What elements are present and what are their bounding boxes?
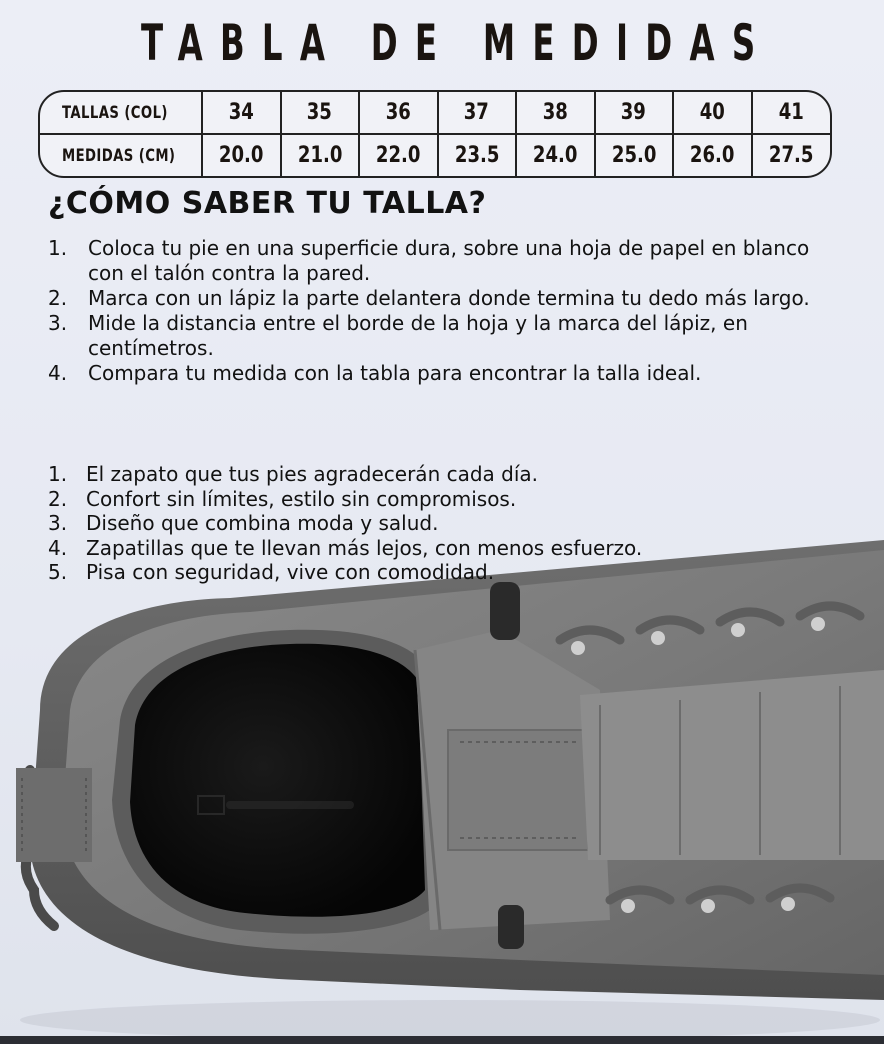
step-number: 4.: [48, 361, 68, 385]
size-cell: 38: [516, 92, 595, 134]
benefit-text: Confort sin límites, estilo sin compromisos.: [86, 486, 517, 511]
measure-cell: 24.0: [516, 134, 595, 176]
measure-cell: 22.0: [359, 134, 438, 176]
benefit-number: 5.: [48, 560, 68, 584]
size-cell: 41: [752, 92, 831, 134]
list-item: [48, 286, 838, 311]
measure-cell: 26.0: [673, 134, 752, 176]
size-cell: 36: [359, 92, 438, 134]
size-cell: 34: [202, 92, 281, 134]
benefit-number: 4.: [48, 535, 68, 560]
list-item: [48, 361, 838, 386]
list-item: [48, 536, 838, 561]
measure-cell: 27.5: [752, 134, 831, 176]
list-item: [48, 236, 838, 286]
benefit-text: Pisa con seguridad, vive con comodidad.: [86, 560, 495, 584]
list-item: [48, 487, 838, 512]
benefit-text: Diseño que combina moda y salud.: [86, 511, 439, 535]
shoe-photo: [0, 520, 884, 1044]
size-table: [38, 90, 832, 178]
size-cell: 37: [438, 92, 517, 134]
size-cell: 40: [673, 92, 752, 134]
measure-cell: 21.0: [281, 134, 360, 176]
page-title: TABLA DE MEDIDAS: [141, 14, 773, 72]
bottom-strip: [0, 1036, 884, 1044]
benefit-number: 3.: [48, 511, 68, 535]
how-to-steps: [48, 236, 838, 386]
list-item: [48, 511, 838, 536]
measure-row: [40, 134, 830, 176]
benefit-text: El zapato que tus pies agradecerán cada día.: [86, 462, 539, 486]
how-to-heading: ¿CÓMO SABER TU TALLA?: [48, 186, 487, 221]
measure-cell: 25.0: [595, 134, 674, 176]
size-row: [40, 92, 830, 134]
benefit-number: 1.: [48, 462, 68, 486]
list-item: [48, 560, 838, 585]
benefits-list: [48, 462, 838, 585]
step-text: Mide la distancia entre el borde de la hoja y la marca del lápiz, en centímetros.: [88, 311, 748, 360]
list-item: [48, 311, 838, 361]
benefit-text: Zapatillas que te llevan más lejos, con menos esfuerzo.: [86, 535, 643, 560]
step-text: Coloca tu pie en una superficie dura, sobre una hoja de papel en blanco con el talón contra la pared.: [88, 236, 810, 285]
step-number: 3.: [48, 311, 68, 335]
size-cell: 35: [281, 92, 360, 134]
step-number: 1.: [48, 236, 68, 260]
benefit-number: 2.: [48, 486, 68, 511]
step-number: 2.: [48, 286, 68, 310]
list-item: [48, 462, 838, 487]
measure-row-label: MEDIDAS (CM): [40, 134, 202, 176]
size-row-label: TALLAS (COL): [40, 92, 202, 134]
measure-cell: 23.5: [438, 134, 517, 176]
size-cell: 39: [595, 92, 674, 134]
step-text: Marca con un lápiz la parte delantera donde termina tu dedo más largo.: [88, 286, 810, 310]
size-table-grid: [40, 92, 830, 176]
step-text: Compara tu medida con la tabla para encontrar la talla ideal.: [88, 361, 702, 385]
measure-cell: 20.0: [202, 134, 281, 176]
